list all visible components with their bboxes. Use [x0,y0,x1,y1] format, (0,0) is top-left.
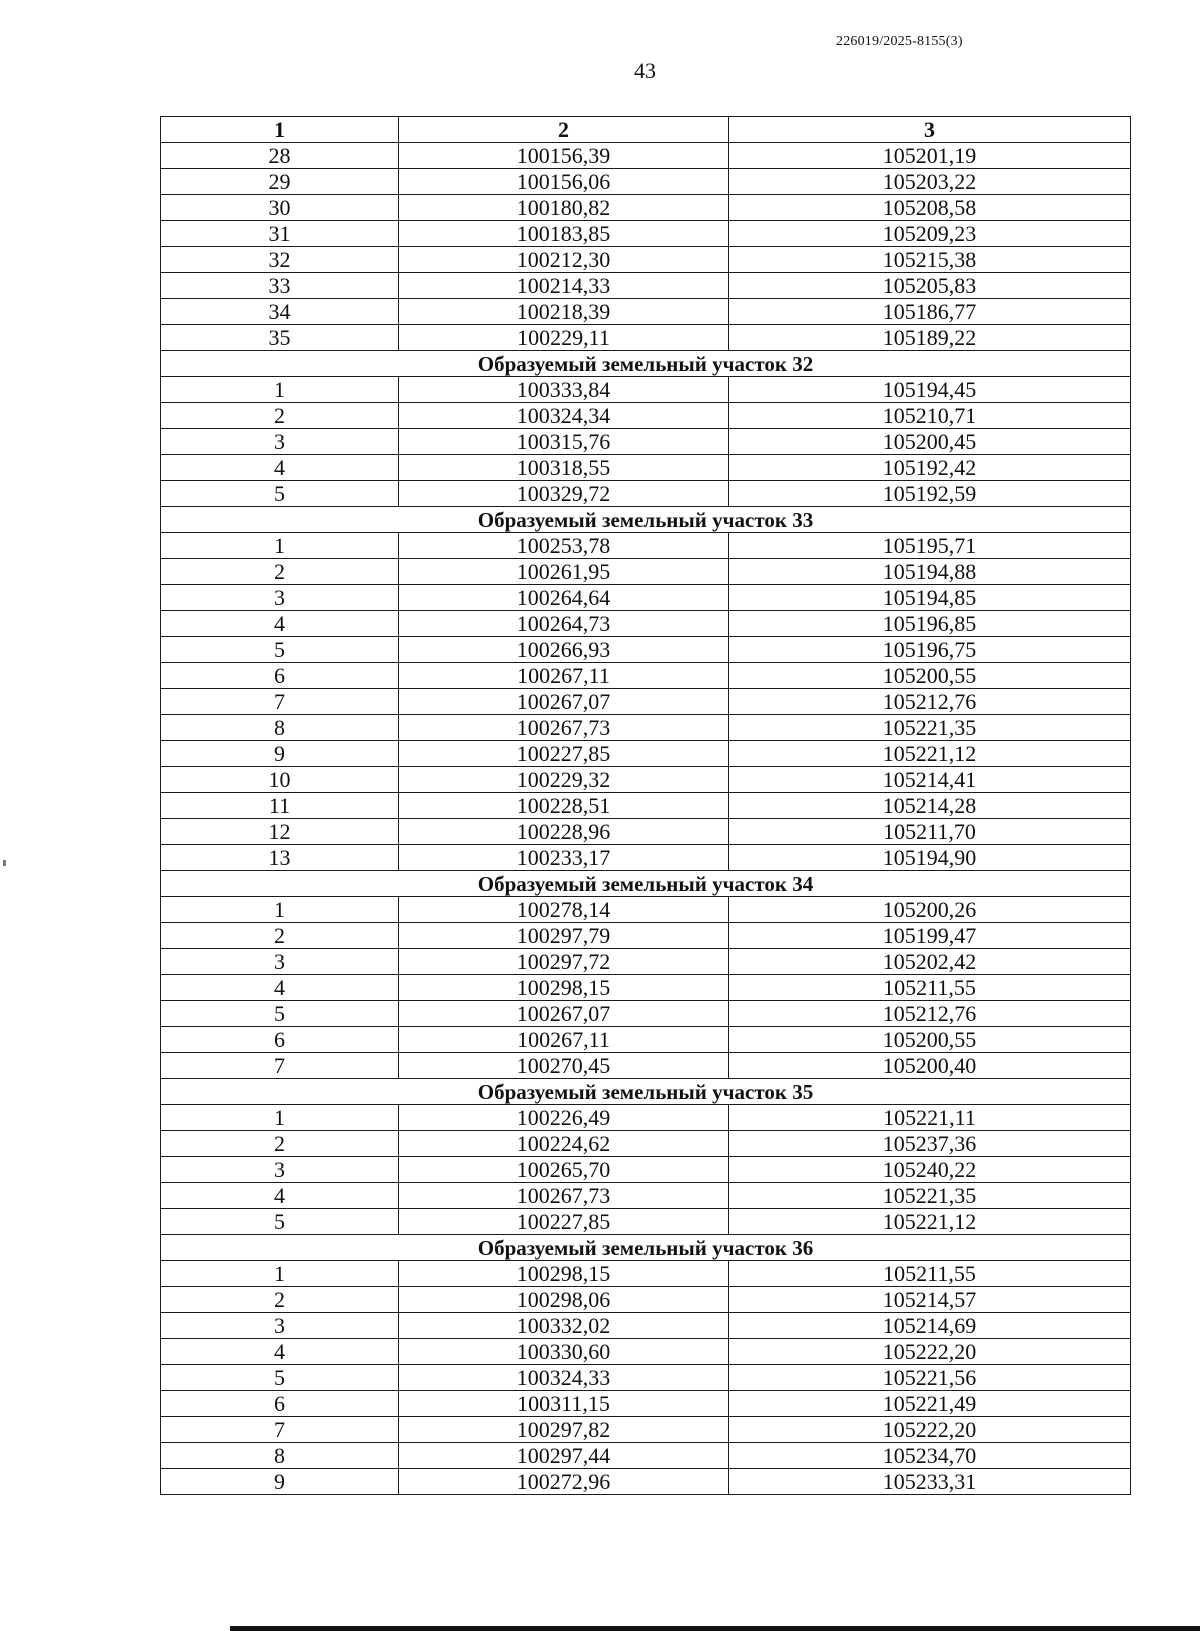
coordinate-y-cell: 105237,36 [729,1131,1131,1157]
point-number-cell: 6 [161,1391,399,1417]
section-header-row [161,507,1131,533]
coordinate-y-cell: 105192,59 [729,481,1131,507]
point-number-cell: 4 [161,611,399,637]
table-row [161,1001,1131,1027]
coordinate-y-cell: 105192,42 [729,455,1131,481]
section-header-row [161,1079,1131,1105]
coordinate-x-cell: 100228,96 [399,819,729,845]
point-number-cell: 9 [161,741,399,767]
point-number-cell: 2 [161,1287,399,1313]
table-row [161,1417,1131,1443]
coordinate-y-cell: 105234,70 [729,1443,1131,1469]
coordinate-x-cell: 100228,51 [399,793,729,819]
coordinate-y-cell: 105221,35 [729,1183,1131,1209]
point-number-cell: 7 [161,1053,399,1079]
coordinate-x-cell: 100297,72 [399,949,729,975]
coordinate-x-cell: 100297,44 [399,1443,729,1469]
coordinate-x-cell: 100227,85 [399,1209,729,1235]
coordinate-y-cell: 105200,45 [729,429,1131,455]
coordinate-x-cell: 100227,85 [399,741,729,767]
point-number-cell: 35 [161,325,399,351]
table-header-row [161,117,1131,143]
scan-mark [3,860,6,866]
point-number-cell: 4 [161,1339,399,1365]
coordinate-y-cell: 105211,55 [729,1261,1131,1287]
point-number-cell: 1 [161,377,399,403]
coordinate-x-cell: 100267,07 [399,689,729,715]
scan-bottom-edge [230,1626,1200,1631]
coordinate-y-cell: 105211,70 [729,819,1131,845]
coordinate-x-cell: 100180,82 [399,195,729,221]
section-header-row [161,871,1131,897]
coordinate-x-cell: 100261,95 [399,559,729,585]
coordinate-x-cell: 100212,30 [399,247,729,273]
point-number-cell: 31 [161,221,399,247]
point-number-cell: 9 [161,1469,399,1495]
page-number: 43 [634,58,656,83]
table-row [161,897,1131,923]
point-number-cell: 30 [161,195,399,221]
section-header-row [161,351,1131,377]
coordinate-x-cell: 100218,39 [399,299,729,325]
coordinate-y-cell: 105205,83 [729,273,1131,299]
coordinate-y-cell: 105208,58 [729,195,1131,221]
point-number-cell: 10 [161,767,399,793]
table-row [161,793,1131,819]
document-number: 226019/2025-8155(3) [836,34,963,49]
coordinate-x-cell: 100267,11 [399,663,729,689]
column-header-x: 2 [399,117,729,143]
point-number-cell: 2 [161,923,399,949]
coordinate-x-cell: 100229,11 [399,325,729,351]
coordinate-y-cell: 105215,38 [729,247,1131,273]
coordinate-y-cell: 105221,56 [729,1365,1131,1391]
coordinate-x-cell: 100266,93 [399,637,729,663]
coordinate-y-cell: 105221,12 [729,741,1131,767]
point-number-cell: 5 [161,1001,399,1027]
point-number-cell: 4 [161,455,399,481]
coordinate-x-cell: 100297,82 [399,1417,729,1443]
coordinate-y-cell: 105211,55 [729,975,1131,1001]
coordinate-y-cell: 105200,26 [729,897,1131,923]
coordinate-x-cell: 100267,73 [399,1183,729,1209]
section-title: Образуемый земельный участок 34 [161,871,1131,897]
point-number-cell: 1 [161,533,399,559]
table-row [161,1131,1131,1157]
table-row [161,299,1131,325]
coordinate-y-cell: 105221,11 [729,1105,1131,1131]
table-row [161,481,1131,507]
column-header-point: 1 [161,117,399,143]
table-row [161,1391,1131,1417]
coordinate-x-cell: 100315,76 [399,429,729,455]
point-number-cell: 28 [161,143,399,169]
coordinate-y-cell: 105199,47 [729,923,1131,949]
table-row [161,1157,1131,1183]
coordinate-x-cell: 100333,84 [399,377,729,403]
point-number-cell: 13 [161,845,399,871]
table-row [161,325,1131,351]
coordinate-y-cell: 105221,35 [729,715,1131,741]
coordinate-y-cell: 105222,20 [729,1417,1131,1443]
table-row [161,1287,1131,1313]
table-body [161,143,1131,1495]
column-header-y: 3 [729,117,1131,143]
coordinate-x-cell: 100267,07 [399,1001,729,1027]
point-number-cell: 3 [161,585,399,611]
point-number-cell: 5 [161,637,399,663]
coordinate-y-cell: 105221,12 [729,1209,1131,1235]
coordinate-y-cell: 105194,88 [729,559,1131,585]
point-number-cell: 6 [161,1027,399,1053]
coordinate-y-cell: 105194,45 [729,377,1131,403]
section-header-row [161,1235,1131,1261]
coordinate-y-cell: 105210,71 [729,403,1131,429]
point-number-cell: 6 [161,663,399,689]
coordinate-y-cell: 105212,76 [729,1001,1131,1027]
coordinate-x-cell: 100298,15 [399,975,729,1001]
coordinate-x-cell: 100298,06 [399,1287,729,1313]
table-row [161,221,1131,247]
point-number-cell: 12 [161,819,399,845]
point-number-cell: 4 [161,1183,399,1209]
point-number-cell: 1 [161,1261,399,1287]
coordinate-x-cell: 100267,11 [399,1027,729,1053]
table-row [161,1469,1131,1495]
coordinate-y-cell: 105201,19 [729,143,1131,169]
point-number-cell: 29 [161,169,399,195]
table-row [161,1209,1131,1235]
coordinate-y-cell: 105222,20 [729,1339,1131,1365]
coordinate-y-cell: 105196,85 [729,611,1131,637]
point-number-cell: 3 [161,949,399,975]
point-number-cell: 3 [161,1157,399,1183]
point-number-cell: 34 [161,299,399,325]
table-row [161,195,1131,221]
coordinate-y-cell: 105200,55 [729,663,1131,689]
coordinate-y-cell: 105189,22 [729,325,1131,351]
table-row [161,767,1131,793]
table-row [161,923,1131,949]
point-number-cell: 4 [161,975,399,1001]
coordinate-x-cell: 100264,64 [399,585,729,611]
table-row [161,637,1131,663]
point-number-cell: 8 [161,1443,399,1469]
coordinate-y-cell: 105200,40 [729,1053,1131,1079]
table-row [161,455,1131,481]
table-row [161,663,1131,689]
point-number-cell: 3 [161,429,399,455]
table-row [161,273,1131,299]
coordinate-x-cell: 100214,33 [399,273,729,299]
coordinate-x-cell: 100229,32 [399,767,729,793]
table-row [161,741,1131,767]
coordinate-y-cell: 105212,76 [729,689,1131,715]
coordinate-y-cell: 105195,71 [729,533,1131,559]
point-number-cell: 1 [161,1105,399,1131]
coordinate-x-cell: 100224,62 [399,1131,729,1157]
coordinate-x-cell: 100267,73 [399,715,729,741]
table-row [161,1053,1131,1079]
point-number-cell: 7 [161,689,399,715]
table-row [161,403,1131,429]
point-number-cell: 2 [161,403,399,429]
coordinate-y-cell: 105214,69 [729,1313,1131,1339]
point-number-cell: 3 [161,1313,399,1339]
coordinate-x-cell: 100332,02 [399,1313,729,1339]
table-row [161,1339,1131,1365]
table-row [161,819,1131,845]
section-title: Образуемый земельный участок 36 [161,1235,1131,1261]
point-number-cell: 5 [161,481,399,507]
coordinate-y-cell: 105203,22 [729,169,1131,195]
table-row [161,1313,1131,1339]
table-row [161,143,1131,169]
table-row [161,949,1131,975]
table-row [161,1443,1131,1469]
table-row [161,559,1131,585]
coordinate-x-cell: 100324,34 [399,403,729,429]
coordinate-x-cell: 100265,70 [399,1157,729,1183]
coordinate-y-cell: 105214,28 [729,793,1131,819]
coordinate-y-cell: 105186,77 [729,299,1131,325]
coordinate-y-cell: 105196,75 [729,637,1131,663]
coordinate-x-cell: 100272,96 [399,1469,729,1495]
point-number-cell: 2 [161,1131,399,1157]
coordinate-y-cell: 105233,31 [729,1469,1131,1495]
section-title: Образуемый земельный участок 35 [161,1079,1131,1105]
table-row [161,533,1131,559]
table-row [161,845,1131,871]
coordinate-x-cell: 100270,45 [399,1053,729,1079]
table-row [161,247,1131,273]
point-number-cell: 1 [161,897,399,923]
coordinate-y-cell: 105202,42 [729,949,1131,975]
coordinate-x-cell: 100311,15 [399,1391,729,1417]
point-number-cell: 11 [161,793,399,819]
table-row [161,611,1131,637]
point-number-cell: 32 [161,247,399,273]
table-row [161,975,1131,1001]
point-number-cell: 33 [161,273,399,299]
coordinate-x-cell: 100233,17 [399,845,729,871]
table-row [161,1183,1131,1209]
table-row [161,689,1131,715]
coordinate-x-cell: 100298,15 [399,1261,729,1287]
coordinate-x-cell: 100253,78 [399,533,729,559]
coordinate-y-cell: 105240,22 [729,1157,1131,1183]
table-row [161,1105,1131,1131]
point-number-cell: 8 [161,715,399,741]
section-title: Образуемый земельный участок 32 [161,351,1131,377]
coordinate-y-cell: 105221,49 [729,1391,1131,1417]
table-row [161,429,1131,455]
point-number-cell: 2 [161,559,399,585]
coordinate-y-cell: 105214,41 [729,767,1131,793]
coordinate-y-cell: 105214,57 [729,1287,1131,1313]
coordinate-y-cell: 105209,23 [729,221,1131,247]
coordinate-x-cell: 100264,73 [399,611,729,637]
table-row [161,715,1131,741]
coordinates-table [160,116,1131,1495]
point-number-cell: 7 [161,1417,399,1443]
coordinate-x-cell: 100183,85 [399,221,729,247]
coordinate-y-cell: 105194,90 [729,845,1131,871]
table-row [161,585,1131,611]
point-number-cell: 5 [161,1209,399,1235]
coordinate-y-cell: 105200,55 [729,1027,1131,1053]
coordinate-y-cell: 105194,85 [729,585,1131,611]
coordinate-x-cell: 100226,49 [399,1105,729,1131]
coordinate-x-cell: 100156,06 [399,169,729,195]
coordinate-x-cell: 100156,39 [399,143,729,169]
table-row [161,377,1131,403]
coordinate-x-cell: 100318,55 [399,455,729,481]
table-row [161,1261,1131,1287]
coordinate-x-cell: 100297,79 [399,923,729,949]
section-title: Образуемый земельный участок 33 [161,507,1131,533]
table-row [161,1027,1131,1053]
table-row [161,1365,1131,1391]
point-number-cell: 5 [161,1365,399,1391]
coordinate-x-cell: 100329,72 [399,481,729,507]
coordinate-x-cell: 100330,60 [399,1339,729,1365]
coordinate-x-cell: 100324,33 [399,1365,729,1391]
coordinate-x-cell: 100278,14 [399,897,729,923]
table-row [161,169,1131,195]
